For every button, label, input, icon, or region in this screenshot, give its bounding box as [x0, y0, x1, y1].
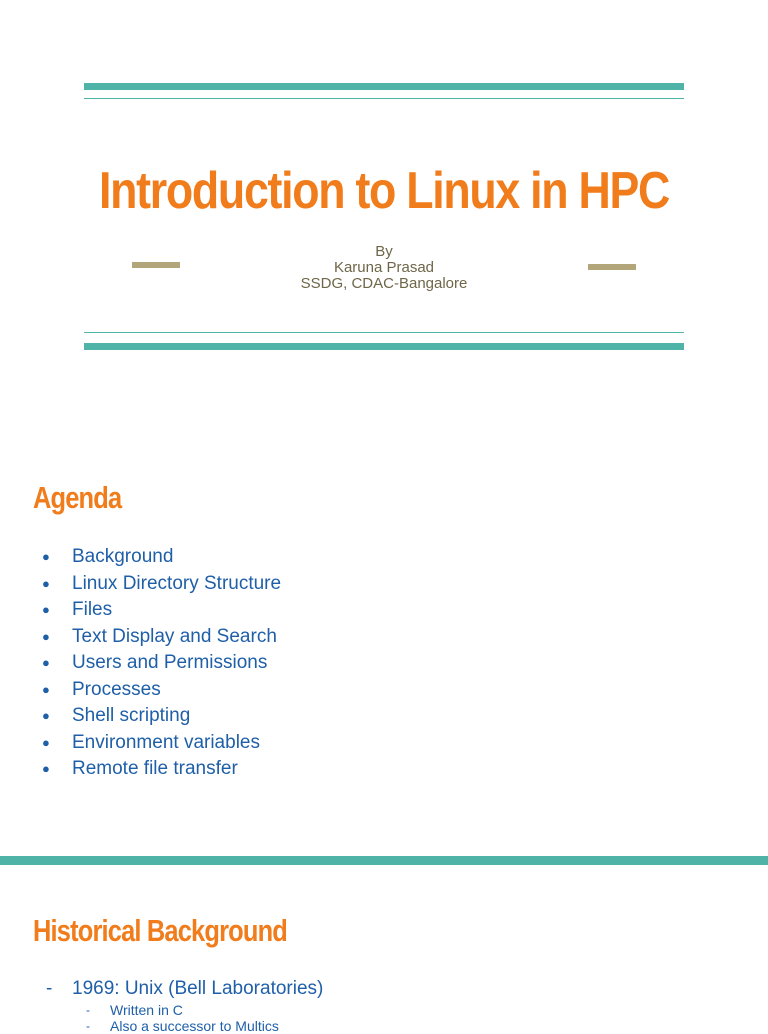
slide-title: Introduction to Linux in HPC	[98, 162, 669, 220]
bullet-icon: ●	[42, 708, 50, 723]
bullet-icon: ●	[42, 628, 50, 644]
agenda-item: ● Background	[40, 544, 281, 571]
dash-bullet-icon: -	[46, 978, 53, 999]
bullet-icon: ●	[42, 681, 50, 697]
agenda-heading: Agenda	[33, 480, 122, 515]
author-name: Karuna Prasad	[333, 259, 435, 276]
history-sub-list	[72, 1002, 323, 1034]
agenda-list	[40, 544, 281, 783]
agenda-item: ● Linux Directory Structure	[40, 571, 281, 598]
agenda-item: ● Processes	[40, 677, 281, 704]
bullet-icon: ●	[42, 602, 50, 617]
bullet-icon: ●	[42, 575, 50, 591]
bullet-icon: ●	[42, 549, 50, 564]
history-sub-item: - Also a successor to Multics	[86, 1018, 279, 1034]
agenda-item: ● Text Display and Search	[40, 624, 281, 651]
agenda-item: ● Remote file transfer	[40, 756, 281, 783]
history-heading: Historical Background	[33, 913, 287, 948]
history-sub-item: - Written in C	[86, 1002, 183, 1018]
dash-bullet-icon: -	[86, 1019, 90, 1033]
dash-bullet-icon: -	[86, 1003, 90, 1017]
bullet-icon: ●	[42, 655, 50, 670]
agenda-item: ● Environment variables	[40, 730, 281, 757]
bullet-icon: ●	[42, 761, 50, 776]
bottom-rule-thin	[84, 332, 684, 333]
author-affiliation: SSDG, CDAC-Bangalore	[300, 275, 468, 292]
history-item: - 1969: Unix (Bell Laboratories) - Written in C - Also a successor to Multics	[46, 978, 324, 1034]
subtitle-block	[0, 244, 768, 292]
bottom-rule-thick	[84, 343, 684, 350]
agenda-item: ● Shell scripting	[40, 703, 281, 730]
agenda-item: ● Files	[40, 597, 281, 624]
top-rule-thick	[84, 83, 684, 90]
by-label: By	[375, 243, 393, 260]
agenda-item: ● Users and Permissions	[40, 650, 281, 677]
top-rule-thin	[84, 98, 684, 99]
slide-divider-band	[0, 856, 768, 865]
history-list	[44, 976, 323, 1034]
bullet-icon: ●	[42, 734, 50, 750]
